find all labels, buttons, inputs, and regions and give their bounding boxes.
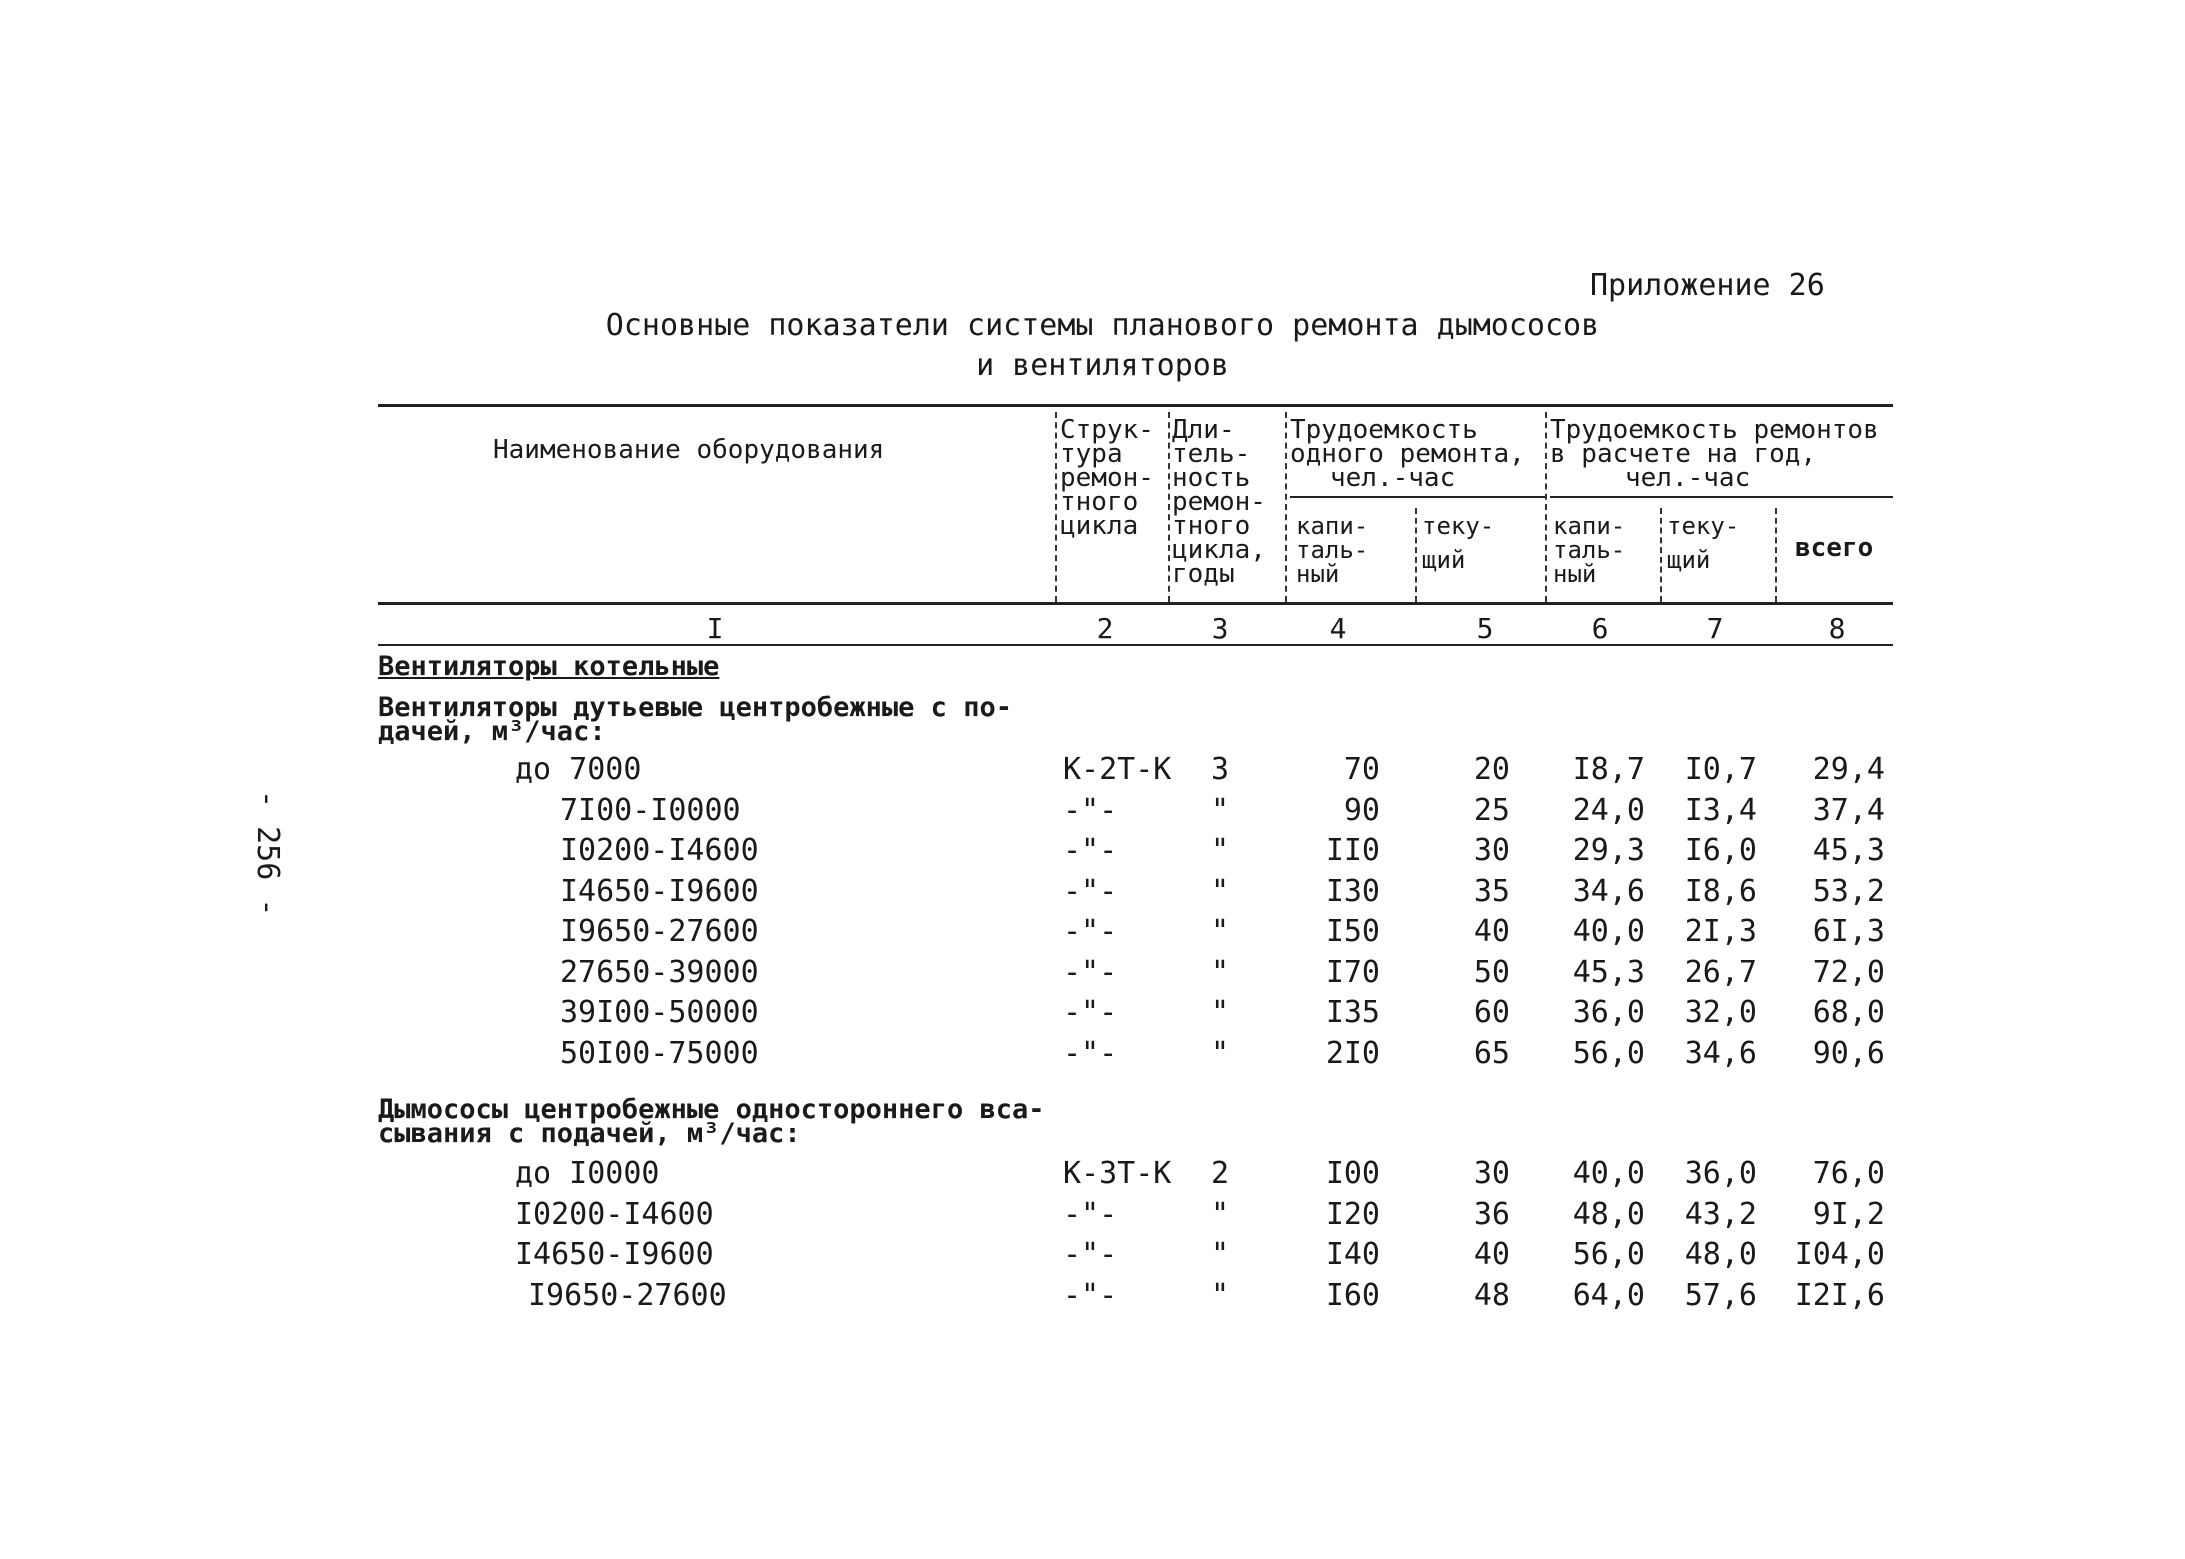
cell-structure: -"- bbox=[1063, 954, 1118, 990]
cell-c8: 9I,2 bbox=[1812, 1196, 1885, 1232]
cell-c4: I00 bbox=[1325, 1156, 1380, 1191]
equipment-capacity: 50I00-75000 bbox=[560, 1035, 759, 1071]
colnum-1: I bbox=[706, 612, 724, 645]
cell-c8: 90,6 bbox=[1812, 1035, 1885, 1071]
colnum-5: 5 bbox=[1476, 612, 1494, 645]
cell-c4: I60 bbox=[1325, 1277, 1380, 1313]
equipment-capacity: I4650-I9600 bbox=[515, 1237, 714, 1272]
col-sep-1 bbox=[1055, 412, 1057, 602]
cell-c5: 30 bbox=[1473, 833, 1510, 868]
equipment-capacity: I9650-27600 bbox=[560, 914, 759, 949]
cell-c7: 26,7 bbox=[1684, 954, 1757, 990]
cell-c5: 35 bbox=[1473, 873, 1510, 909]
page-number: - 256 - bbox=[250, 790, 285, 917]
cell-c6: 56,0 bbox=[1572, 1035, 1645, 1071]
cell-c8: I2I,6 bbox=[1794, 1277, 1885, 1313]
equipment-capacity: 7I00-I0000 bbox=[560, 792, 741, 828]
colnum-4: 4 bbox=[1329, 612, 1347, 645]
cell-c4: I40 bbox=[1325, 1237, 1380, 1272]
cell-c5: 50 bbox=[1473, 954, 1510, 990]
cell-c8: 76,0 bbox=[1812, 1156, 1885, 1191]
cell-c8: 6I,3 bbox=[1812, 914, 1885, 949]
colnum-8: 8 bbox=[1828, 612, 1846, 645]
cell-structure: -"- bbox=[1063, 1196, 1118, 1232]
cell-years: " bbox=[1210, 1035, 1230, 1071]
header-bottom-rule bbox=[378, 602, 1893, 605]
cell-c6: 34,6 bbox=[1572, 873, 1645, 909]
header-current-one: теку- щий bbox=[1422, 512, 1495, 574]
appendix-label: Приложение 26 bbox=[1590, 268, 1825, 303]
cell-years: " bbox=[1210, 995, 1230, 1030]
col-sep-5 bbox=[1545, 412, 1547, 602]
cell-years: " bbox=[1210, 873, 1230, 909]
equipment-capacity: 27650-39000 bbox=[560, 954, 759, 990]
cell-structure: -"- bbox=[1063, 914, 1118, 949]
section-subtitle: Вентиляторы дутьевые центробежные с по- дачей, м³/час: bbox=[378, 692, 1012, 747]
cell-c4: II0 bbox=[1325, 833, 1380, 868]
cell-c6: 36,0 bbox=[1572, 995, 1645, 1030]
cell-c6: I8,7 bbox=[1572, 752, 1645, 787]
cell-years: " bbox=[1210, 1196, 1230, 1232]
cell-c7: 2I,3 bbox=[1684, 914, 1757, 949]
cell-c7: 48,0 bbox=[1684, 1237, 1757, 1272]
cell-years: " bbox=[1210, 833, 1230, 868]
cell-c8: 45,3 bbox=[1812, 833, 1885, 868]
col-sep-2 bbox=[1168, 412, 1170, 602]
cell-structure: -"- bbox=[1063, 1277, 1118, 1313]
cell-c6: 40,0 bbox=[1572, 914, 1645, 949]
equipment-capacity: до 7000 bbox=[515, 752, 642, 787]
cell-c5: 48 bbox=[1473, 1277, 1510, 1313]
cell-structure: -"- bbox=[1063, 1035, 1118, 1071]
cell-structure: -"- bbox=[1063, 792, 1118, 828]
equipment-capacity: I4650-I9600 bbox=[560, 873, 759, 909]
cell-c7: 34,6 bbox=[1684, 1035, 1757, 1071]
cell-c8: 68,0 bbox=[1812, 995, 1885, 1030]
cell-c5: 25 bbox=[1473, 792, 1510, 828]
header-structure: Струк- тура ремон- тного цикла bbox=[1060, 415, 1154, 541]
cell-c4: 2I0 bbox=[1325, 1035, 1380, 1071]
cell-c5: 40 bbox=[1473, 1237, 1510, 1272]
cell-c7: I8,6 bbox=[1684, 873, 1757, 909]
cell-years: " bbox=[1210, 954, 1230, 990]
col-sep-3 bbox=[1285, 412, 1287, 602]
equipment-capacity: 39I00-50000 bbox=[560, 995, 759, 1030]
cell-years: " bbox=[1210, 1277, 1230, 1313]
table-top-rule bbox=[378, 404, 1893, 407]
cell-c8: I04,0 bbox=[1794, 1237, 1885, 1272]
header-capital-one: капи- таль- ный bbox=[1296, 512, 1369, 588]
col-sep-6 bbox=[1660, 508, 1662, 602]
cell-years: " bbox=[1210, 792, 1230, 828]
cell-c5: 30 bbox=[1473, 1156, 1510, 1191]
cell-structure: -"- bbox=[1063, 995, 1118, 1030]
cell-c7: 36,0 bbox=[1684, 1156, 1757, 1191]
cell-c8: 37,4 bbox=[1812, 792, 1885, 828]
header-labor-year: Трудоемкость ремонтов в расчете на год, чел.-час bbox=[1550, 415, 1879, 493]
header-total: всего bbox=[1795, 533, 1874, 563]
equipment-capacity: I9650-27600 bbox=[528, 1277, 727, 1313]
cell-c7: 32,0 bbox=[1684, 995, 1757, 1030]
cell-c4: I50 bbox=[1325, 914, 1380, 949]
header-duration: Дли- тель- ность ремон- тного цикла, годы bbox=[1172, 415, 1266, 589]
col-sep-4 bbox=[1415, 508, 1417, 602]
cell-years: 3 bbox=[1210, 752, 1230, 787]
colnum-7: 7 bbox=[1706, 612, 1724, 645]
cell-c5: 36 bbox=[1473, 1196, 1510, 1232]
cell-c5: 40 bbox=[1473, 914, 1510, 949]
colnum-bottom-rule bbox=[378, 644, 1893, 646]
cell-c6: 56,0 bbox=[1572, 1237, 1645, 1272]
header-current-year: теку- щий bbox=[1667, 512, 1740, 574]
cell-c6: 64,0 bbox=[1572, 1277, 1645, 1313]
cell-c8: 72,0 bbox=[1812, 954, 1885, 990]
cell-years: " bbox=[1210, 1237, 1230, 1272]
colnum-6: 6 bbox=[1591, 612, 1609, 645]
cell-c6: 45,3 bbox=[1572, 954, 1645, 990]
document-title-line-2: и вентиляторов bbox=[976, 348, 1229, 383]
cell-c7: I6,0 bbox=[1684, 833, 1757, 868]
cell-c4: I20 bbox=[1325, 1196, 1380, 1232]
cell-c8: 29,4 bbox=[1812, 752, 1885, 787]
colnum-3: 3 bbox=[1211, 612, 1229, 645]
cell-structure: -"- bbox=[1063, 833, 1118, 868]
colnum-2: 2 bbox=[1096, 612, 1114, 645]
cell-c7: 57,6 bbox=[1684, 1277, 1757, 1313]
cell-c4: 90 bbox=[1343, 792, 1380, 828]
cell-c6: 40,0 bbox=[1572, 1156, 1645, 1191]
cell-c5: 20 bbox=[1473, 752, 1510, 787]
cell-c5: 65 bbox=[1473, 1035, 1510, 1071]
cell-years: 2 bbox=[1210, 1156, 1230, 1191]
equipment-capacity: I0200-I4600 bbox=[560, 833, 759, 868]
cell-c7: I3,4 bbox=[1684, 792, 1757, 828]
header-subrule-left bbox=[1290, 496, 1545, 498]
cell-structure: К-2Т-К bbox=[1063, 752, 1172, 787]
cell-c4: I70 bbox=[1325, 954, 1380, 990]
cell-structure: -"- bbox=[1063, 1237, 1118, 1272]
col-sep-7 bbox=[1775, 508, 1777, 602]
header-name: Наименование оборудования bbox=[493, 435, 885, 465]
cell-years: " bbox=[1210, 914, 1230, 949]
document-title-line-1: Основные показатели системы планового ремонта дымососов bbox=[605, 308, 1600, 343]
cell-c7: I0,7 bbox=[1684, 752, 1757, 787]
header-subrule-right bbox=[1550, 496, 1893, 498]
cell-structure: -"- bbox=[1063, 873, 1118, 909]
equipment-capacity: I0200-I4600 bbox=[515, 1196, 714, 1232]
cell-c8: 53,2 bbox=[1812, 873, 1885, 909]
cell-c4: 70 bbox=[1343, 752, 1380, 787]
section-subtitle: Дымососы центробежные одностороннего вса- сывания с подачей, м³/час: bbox=[378, 1094, 1045, 1149]
cell-c4: I35 bbox=[1325, 995, 1380, 1030]
cell-c6: 48,0 bbox=[1572, 1196, 1645, 1232]
cell-c6: 29,3 bbox=[1572, 833, 1645, 868]
section-title: Вентиляторы котельные bbox=[378, 651, 720, 682]
equipment-capacity: до I0000 bbox=[515, 1156, 660, 1191]
cell-structure: К-3Т-К bbox=[1063, 1156, 1172, 1191]
header-labor-one: Трудоемкость одного ремонта, чел.-час bbox=[1290, 415, 1525, 493]
cell-c7: 43,2 bbox=[1684, 1196, 1757, 1232]
cell-c6: 24,0 bbox=[1572, 792, 1645, 828]
cell-c5: 60 bbox=[1473, 995, 1510, 1030]
header-capital-year: капи- таль- ный bbox=[1553, 512, 1626, 588]
cell-c4: I30 bbox=[1325, 873, 1380, 909]
